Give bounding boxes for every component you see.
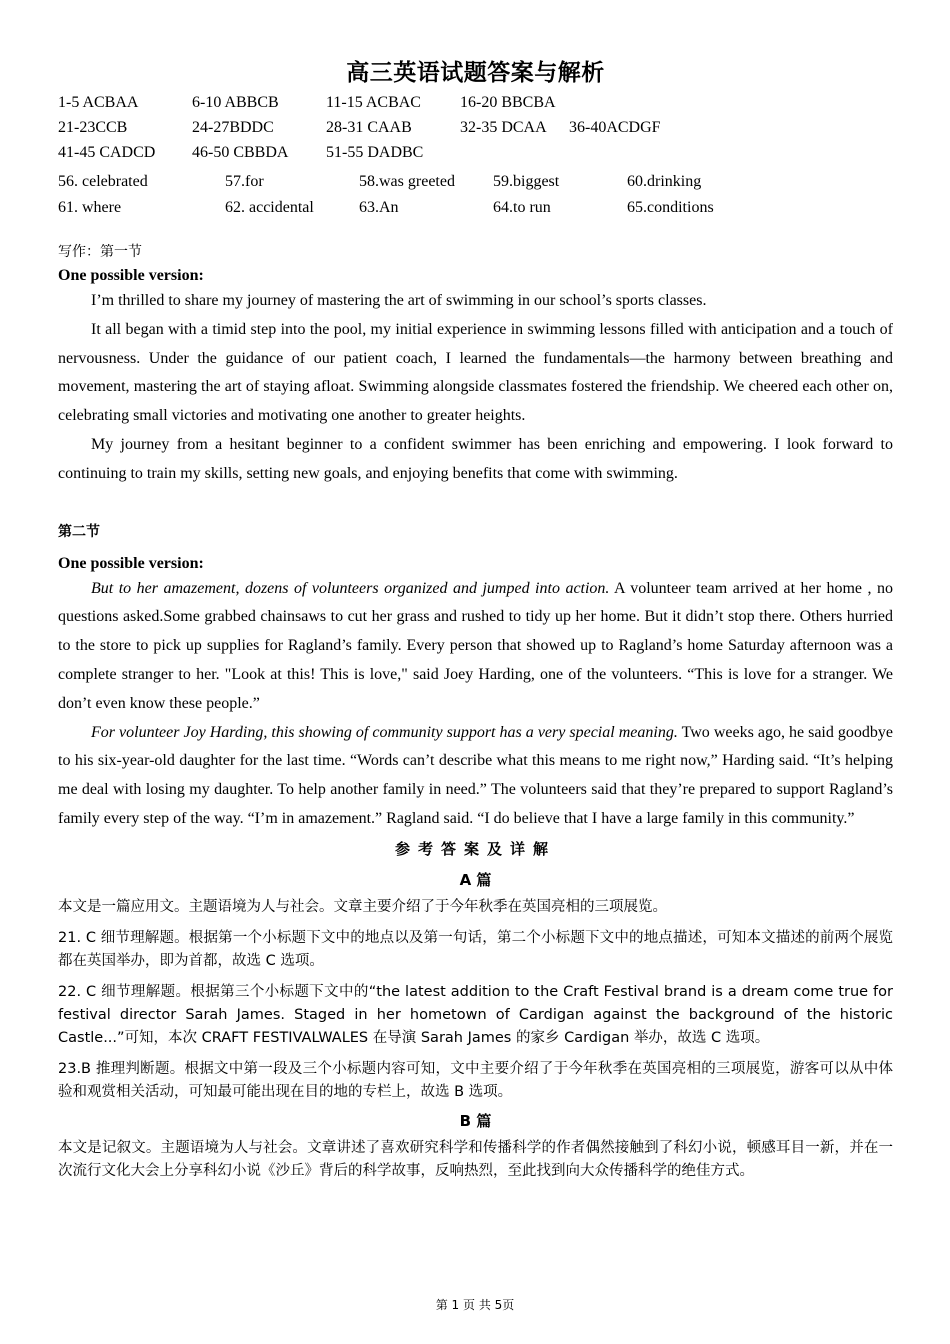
answer-cell: 46-50 CBBDA: [192, 144, 289, 161]
paragraph-body: Two weeks ago, he said goodbye to his six-year-old daughter for the last time. “Words can’t describe what this means to me right now,” Harding said. “It’s helping me deal with losing my daughter. To help another family in need.” The volunteers said that they’re prepared to support Ragland’s family every step of the way. “I’m in amazement.” Ragland said. “I do believe that I have a large family in this community.”: [58, 723, 894, 827]
passage-a-intro: 本文是一篇应用文。主题语境为人与社会。文章主要介绍了于今年秋季在英国亮相的三项展览。: [58, 898, 667, 915]
passage-a-heading: A 篇: [459, 870, 492, 889]
writing-section-2-heading: 第二节: [58, 523, 100, 540]
fill-cell: 63.An: [359, 199, 399, 216]
paragraph-opening: For volunteer Joy Harding, this showing of community support has a very special meaning.: [91, 723, 678, 741]
passage-b-intro: 本文是记叙文。主题语境为人与社会。文章讲述了喜欢研究科学和传播科学的作者偶然接触到了科幻小说，顿感耳目一新，并在一次流行文化大会上分享科幻小说《沙丘》背后的科学故事，反响热烈，至此找到向大众传播科学的绝佳方式。: [58, 1139, 893, 1179]
answer-cell: 24-27BDDC: [192, 119, 274, 136]
version-label: One possible version:: [58, 554, 204, 572]
answer-row-1: [58, 90, 893, 115]
answer-cell: 21-23CCB: [58, 119, 128, 136]
essay-paragraph: I’m thrilled to share my journey of mastering the art of swimming in our school’s sports classes.: [91, 292, 707, 309]
essay-paragraph: It all began with a timid step into the pool, my initial experience in swimming lessons filled with anticipation and a touch of nervousness. Under the guidance of our patient coach, I learned the fundamentals—the harmony between breathing and movement, mastering the art of staying afloat. Swimming alongside classmates fostered the friendship. We cheered each other on, celebrating small victories and motivating one another to greater heights.: [58, 320, 893, 425]
answer-cell: 32-35 DCAA: [460, 119, 547, 136]
answer-cell: 16-20 BBCBA: [460, 94, 556, 111]
explanation-23: 23.B 推理判断题。根据文中第一段及三个小标题内容可知，文中主要介绍了于今年秋季在英国亮相的三项展览，游客可以从中体验和观赏相关活动，可知最可能出现在目的地的专栏上，故选 B 选项。: [58, 1060, 893, 1100]
document-page: [58, 56, 893, 1191]
answer-cell: 6-10 ABBCB: [192, 94, 279, 111]
page-footer: 第 1 页 共 5页: [435, 1298, 515, 1312]
fill-cell: 58.was greeted: [359, 173, 455, 190]
answer-cell: 1-5 ACBAA: [58, 94, 139, 111]
answer-cell: 51-55 DADBC: [326, 144, 424, 161]
paragraph-opening: But to her amazement, dozens of volunteers organized and jumped into action.: [91, 579, 610, 597]
answer-cell: 36-40ACDGF: [569, 119, 661, 136]
fill-cell: 61. where: [58, 199, 122, 216]
reference-heading: 参考答案及详解: [394, 839, 556, 858]
fill-cell: 62. accidental: [225, 199, 314, 216]
explanation-22: 22. C 细节理解题。根据第三个小标题下文中的“the latest addition to the Craft Festival brand is a dream come true for festival director Sarah James. Staged in her hometown of Cardigan against the background of the historic Castle...”可知，本次 CRAFT FESTIVALWALES 在导演 Sarah James 的家乡 Cardigan 举办，故选 C 选项。: [58, 983, 893, 1046]
explanation-21: 21. C 细节理解题。根据第一个小标题下文中的地点以及第一句话，第二个小标题下文中的地点描述，可知本文描述的前两个展览都在英国举办，即为首都，故选 C 选项。: [58, 929, 893, 969]
fill-cell: 65.conditions: [627, 199, 714, 216]
answer-row-2: [58, 115, 893, 140]
fill-cell: 60.drinking: [627, 173, 702, 190]
story-paragraph: [58, 575, 893, 719]
fill-cell: 56. celebrated: [58, 173, 148, 190]
fill-cell: 59.biggest: [493, 173, 560, 190]
answer-cell: 28-31 CAAB: [326, 119, 412, 136]
version-label: One possible version:: [58, 267, 204, 284]
passage-b-heading: B 篇: [459, 1111, 492, 1130]
essay-paragraph: My journey from a hesitant beginner to a confident swimmer has been enriching and empowering. I look forward to continuing to train my skills, setting new goals, and enjoying benefits that come with swimming.: [58, 435, 893, 482]
fill-row-1: [58, 169, 893, 195]
answer-cell: 41-45 CADCD: [58, 144, 156, 161]
paragraph-body: A volunteer team arrived at her home , no questions asked.Some grabbed chainsaws to cut her grass and rushed to tidy up her home. But it didn’t stop there. Others hurried to the store to pick up supplies for Ragland’s family. Every person that showed up to Ragland’s home Saturday afternoon was a complete stranger to her. "Look at this! This is love," said Joey Harding, one of the volunteers. “This is love for a stranger. We don’t even know these people.”: [58, 579, 893, 712]
answer-cell: 11-15 ACBAC: [326, 94, 421, 111]
answer-row-3: [58, 140, 893, 165]
fill-cell: 57.for: [225, 173, 264, 190]
page-title: 高三英语试题答案与解析: [346, 60, 605, 86]
story-paragraph: [58, 719, 893, 834]
fill-cell: 64.to run: [493, 199, 551, 216]
writing-section-1-heading: 写作：第一节: [58, 244, 142, 260]
fill-row-2: [58, 195, 893, 221]
